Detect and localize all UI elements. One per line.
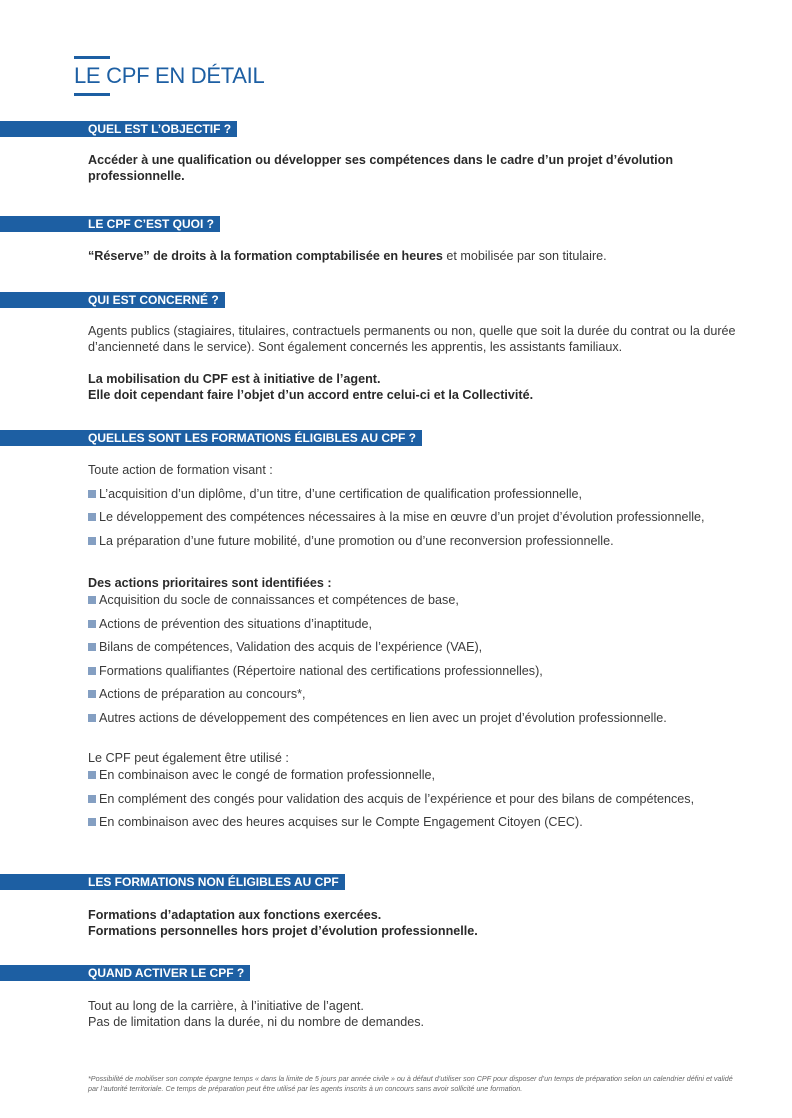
bullet-icon — [88, 667, 96, 675]
list-item — [88, 787, 738, 811]
section-heading-not-eligible: LES FORMATIONS NON ÉLIGIBLES AU CPF — [0, 874, 345, 890]
footnote: *Possibilité de mobiliser son compte épargne temps « dans la limite de 5 jours par année civile » ou à défaut d’utiliser son CPF pour disposer d’un temps de préparation selon un calendrier défini et validé par l’autorité territoriale. Ce temps de préparation peut être utilisé par les agents inscrits à un concours sans avoir sollicité une formation. — [88, 1074, 733, 1093]
list-item — [88, 764, 738, 788]
section-heading-who: QUI EST CONCERNÉ ? — [0, 292, 225, 308]
not-eligible-line-1: Formations d’adaptation aux fonctions exercées. — [88, 908, 382, 922]
list-item — [88, 612, 738, 636]
also-intro: Le CPF peut également être utilisé : — [88, 750, 289, 765]
list-item-text: Actions de prévention des situations d’inaptitude, — [99, 616, 373, 631]
bullet-icon — [88, 818, 96, 826]
list-item — [88, 683, 738, 707]
bullet-icon — [88, 690, 96, 698]
what-text — [88, 248, 738, 264]
list-item-text: En complément des congés pour validation des acquis de l’expérience et pour des bilans de compétences, — [99, 791, 695, 806]
list-item — [88, 811, 738, 835]
bullet-icon — [88, 490, 96, 498]
list-item-text: La préparation d’une future mobilité, d’une promotion ou d’une reconversion professionnelle. — [99, 533, 614, 548]
list-item — [88, 529, 738, 553]
list-item-text: Le développement des compétences nécessaires à la mise en œuvre d’un projet d’évolution professionnelle, — [99, 510, 705, 525]
page-title: LE CPF EN DÉTAIL — [74, 63, 265, 88]
list-item — [88, 636, 738, 660]
section-heading-what: LE CPF C’EST QUOI ? — [0, 216, 220, 232]
priority-heading: Des actions prioritaires sont identifiées : — [88, 575, 332, 590]
list-item-text: Actions de préparation au concours*, — [99, 687, 306, 702]
page-header — [74, 56, 264, 96]
list-item-text: Formations qualifiantes (Répertoire national des certifications professionnelles), — [99, 663, 543, 678]
list-item-text: Bilans de compétences, Validation des acquis de l’expérience (VAE), — [99, 640, 483, 655]
list-item — [88, 659, 738, 683]
title-rule-bottom — [74, 93, 110, 96]
who-bold-line-2: Elle doit cependant faire l’objet d’un accord entre celui-ci et la Collectivité. — [88, 388, 534, 402]
when-line-2: Pas de limitation dans la durée, ni du nombre de demandes. — [88, 1015, 425, 1029]
list-item-text: Acquisition du socle de connaissances et compétences de base, — [99, 593, 459, 608]
when-line-1: Tout au long de la carrière, à l’initiative de l’agent. — [88, 999, 364, 1013]
bullet-icon — [88, 620, 96, 628]
eligible-intro: Toute action de formation visant : — [88, 463, 273, 477]
bullet-icon — [88, 643, 96, 651]
bullet-icon — [88, 771, 96, 779]
bullet-icon — [88, 537, 96, 545]
not-eligible-line-2: Formations personnelles hors projet d’évolution professionnelle. — [88, 924, 478, 938]
list-item — [88, 506, 738, 530]
bullet-icon — [88, 596, 96, 604]
what-text-bold: “Réserve” de droits à la formation comptabilisée en heures — [88, 249, 443, 263]
section-heading-when: QUAND ACTIVER LE CPF ? — [0, 965, 250, 981]
list-item — [88, 589, 738, 613]
list-item — [88, 482, 738, 506]
bullet-icon — [88, 795, 96, 803]
bullet-icon — [88, 513, 96, 521]
section-heading-eligible: QUELLES SONT LES FORMATIONS ÉLIGIBLES AU CPF ? — [0, 430, 422, 446]
title-rule-top — [74, 56, 110, 59]
list-item-text: En combinaison avec le congé de formation professionnelle, — [99, 768, 436, 783]
bullet-icon — [88, 714, 96, 722]
section-heading-objective: QUEL EST L’OBJECTIF ? — [0, 121, 237, 137]
objective-text: Accéder à une qualification ou développer ses compétences dans le cadre d’un projet d’évolution professionnelle. — [88, 153, 674, 183]
who-text: Agents publics (stagiaires, titulaires, contractuels permanents ou non, quelle que soit la durée du contrat ou la durée d’ancienneté dans le service). Sont également concernés les apprentis, les assistants familiaux. — [88, 324, 736, 354]
what-text-rest: et mobilisée par son titulaire. — [442, 249, 607, 263]
list-item-text: En combinaison avec des heures acquises sur le Compte Engagement Citoyen (CEC). — [99, 815, 583, 830]
list-item-text: L’acquisition d’un diplôme, d’un titre, d’une certification de qualification professionnelle, — [99, 486, 583, 501]
list-item-text: Autres actions de développement des compétences en lien avec un projet d’évolution professionnelle. — [99, 710, 667, 725]
list-item — [88, 706, 738, 730]
who-bold-line-1: La mobilisation du CPF est à initiative de l’agent. — [88, 372, 381, 386]
eligible-block — [88, 462, 738, 834]
